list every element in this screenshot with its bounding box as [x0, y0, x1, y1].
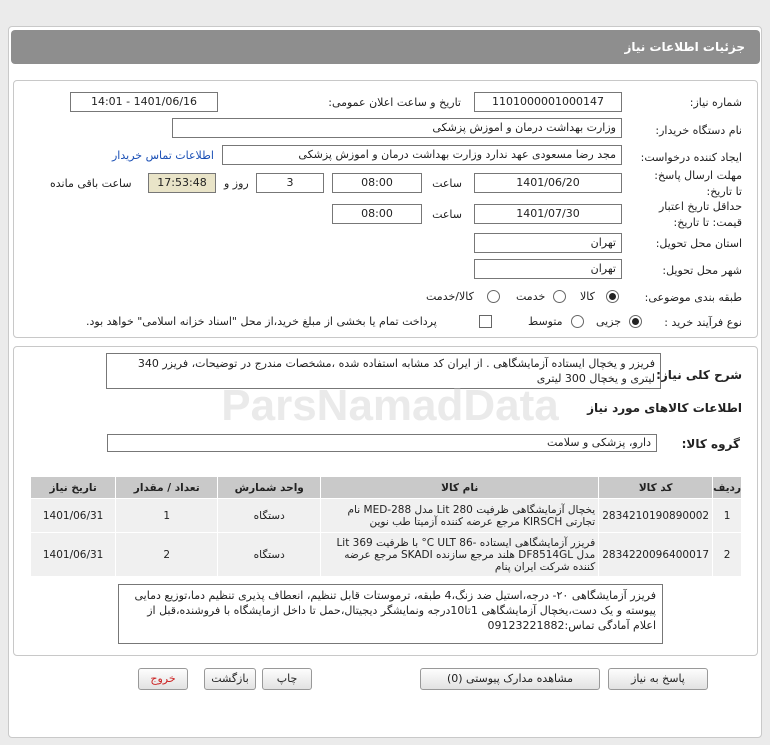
need-number-field[interactable]: 1101000001000147 [474, 92, 622, 112]
creator-field[interactable]: مجد رضا مسعودی عهد ندارد وزارت بهداشت درمان و اموزش پزشکی [222, 145, 622, 165]
watermark-text: ParsNamadData [221, 381, 559, 430]
header-name: نام کالا [321, 477, 599, 499]
announce-field[interactable]: 1401/06/16 - 14:01 [70, 92, 218, 112]
goods-group-field[interactable]: دارو، پزشکی و سلامت [107, 434, 657, 452]
header-code: کد کالا [599, 477, 713, 499]
treasury-text: پرداخت تمام یا بخشی از مبلغ خرید،از محل "اسناد خزانه اسلامی" خواهد بود. [86, 315, 437, 328]
table-row[interactable] [31, 533, 742, 577]
deadline-date-field[interactable]: 1401/06/20 [474, 173, 622, 193]
validity-label: حداقل تاریخ اعتبار قیمت: تا تاریخ: [658, 200, 742, 229]
city-field[interactable]: تهران [474, 259, 622, 279]
announce-label: تاریخ و ساعت اعلان عمومی: [328, 96, 461, 109]
validity-time-label: ساعت [432, 208, 462, 221]
cell-qty: 2 [116, 533, 218, 577]
cell-name: یخچال آزمایشگاهی ظرفیت 280 Lit مدل MED-288 نام تجارتی KIRSCH مرجع عرضه کننده آزمیتا طب نوین [321, 499, 599, 533]
treasury-checkbox[interactable] [479, 315, 492, 328]
creator-label: ایجاد کننده درخواست: [640, 151, 742, 164]
province-label: استان محل تحویل: [655, 237, 742, 250]
category-option-both: کالا/خدمت [426, 290, 474, 303]
cell-date: 1401/06/31 [31, 533, 116, 577]
header-row: ردیف [713, 477, 742, 499]
table-row[interactable] [31, 499, 742, 533]
remaining-time-field: 17:53:48 [148, 173, 216, 193]
cell-row: 2 [713, 533, 742, 577]
province-field[interactable]: تهران [474, 233, 622, 253]
cell-date: 1401/06/31 [31, 499, 116, 533]
buyer-contact-link[interactable]: اطلاعات تماس خریدار [112, 149, 214, 162]
category-radio-goods[interactable] [606, 290, 619, 303]
summary-label: شرح کلی نیاز: [656, 368, 742, 382]
buyer-field[interactable]: وزارت بهداشت درمان و اموزش پزشکی [172, 118, 622, 138]
deadline-time-label: ساعت [432, 177, 462, 190]
purchase-option-minor: جزیی [596, 315, 622, 328]
reply-button[interactable]: پاسخ به نیاز [608, 668, 708, 690]
buyer-label: نام دستگاه خریدار: [655, 124, 742, 137]
validity-date-field[interactable]: 1401/07/30 [474, 204, 622, 224]
category-option-service: خدمت [516, 290, 546, 303]
notes-box: فریزر آزمایشگاهی ۲۰- درجه،استیل ضد زنگ،4 طبقه، ترموستات قابل تنظیم، انعطاف پذیری تنظیم دما،توزیع دمایی پیوسته و یک دست،یخچال آزمایشگاهی 1تا10درجه ونمایشگر دیجیتال،حمل تا داخل ازمایشگاه با فروشنده،قبل از اعلام آمادگی تماس:09123221882 [118, 584, 663, 644]
summary-box: فریزر و یخچال ایستاده آزمایشگاهی . از ایران کد مشابه استفاده شده ،مشخصات مندرج در توضیحات، فریزر 340 لیتری و یخچال 300 لیتری [106, 353, 661, 389]
items-table-header [31, 477, 742, 499]
category-option-goods: کالا [580, 290, 595, 303]
cell-unit: دستگاه [218, 533, 321, 577]
attachments-button[interactable]: مشاهده مدارک پیوستی (0) [420, 668, 600, 690]
remaining-label: ساعت باقی مانده [50, 177, 132, 190]
cell-row: 1 [713, 499, 742, 533]
cell-name: فریزر آزمایشگاهی ایستاده -86 C ULT° با ظرفیت 369 Lit مدل DF8514GL هلند مرجع سازنده SKADI مرجع عرضه کننده شرکت ایران پنام [321, 533, 599, 577]
cell-code: 2834220096400017 [599, 533, 713, 577]
deadline-time-field[interactable]: 08:00 [332, 173, 422, 193]
print-button[interactable]: چاپ [262, 668, 312, 690]
back-button[interactable]: بازگشت [204, 668, 256, 690]
page-title: جزئیات اطلاعات نیاز [624, 40, 745, 54]
category-radio-service[interactable] [553, 290, 566, 303]
purchase-radio-minor[interactable] [629, 315, 642, 328]
goods-group-label: گروه کالا: [681, 437, 740, 451]
days-field[interactable]: 3 [256, 173, 324, 193]
header-qty: تعداد / مقدار [116, 477, 218, 499]
validity-time-field[interactable]: 08:00 [332, 204, 422, 224]
header-date: تاریخ نیاز [31, 477, 116, 499]
purchase-label: نوع فرآیند خرید : [664, 316, 742, 329]
purchase-option-medium: متوسط [528, 315, 563, 328]
exit-button[interactable]: خروج [138, 668, 188, 690]
need-number-label: شماره نیاز: [689, 96, 742, 109]
category-radio-both[interactable] [487, 290, 500, 303]
items-table [30, 476, 742, 577]
cell-unit: دستگاه [218, 499, 321, 533]
days-label: روز و [224, 177, 249, 190]
cell-qty: 1 [116, 499, 218, 533]
goods-info-title: اطلاعات کالاهای مورد نیاز [587, 401, 742, 415]
purchase-radio-medium[interactable] [571, 315, 584, 328]
page-header [11, 30, 760, 64]
category-label: طبقه بندی موضوعی: [644, 291, 742, 304]
header-unit: واحد شمارش [218, 477, 321, 499]
deadline-label: مهلت ارسال پاسخ: تا تاریخ: [654, 169, 742, 198]
cell-code: 2834210190890002 [599, 499, 713, 533]
city-label: شهر محل تحویل: [662, 264, 742, 277]
